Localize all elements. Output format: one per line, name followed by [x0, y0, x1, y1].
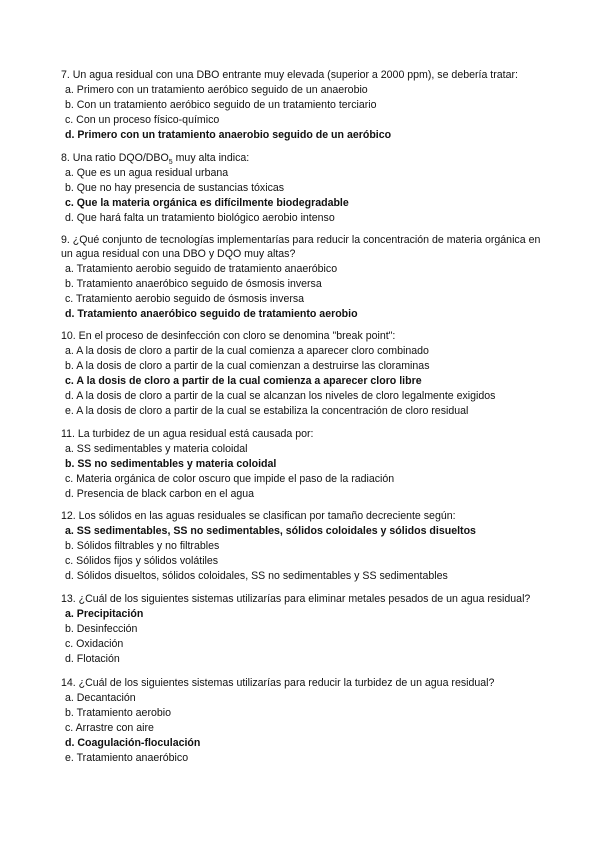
question-stem: 10. En el proceso de desinfección con cloro se denomina "break point":	[61, 330, 396, 342]
option-b-correct: b. SS no sedimentables y materia coloidal	[65, 458, 277, 470]
option-c: c. Sólidos fijos y sólidos volátiles	[65, 555, 219, 567]
question-stem: 9. ¿Qué conjunto de tecnologías implementarías para reducir la concentración de materia orgánica en un agua residual con una DBO y DQO muy altas?	[61, 234, 541, 260]
option-a: a. A la dosis de cloro a partir de la cual comienza a aparecer cloro combinado	[65, 345, 429, 357]
option-c-correct: c. Que la materia orgánica es difícilmente biodegradable	[65, 197, 349, 209]
option-b: b. Desinfección	[65, 623, 138, 635]
question-7	[61, 68, 541, 143]
option-d-correct: d. Primero con un tratamiento anaerobio seguido de un aeróbico	[65, 129, 392, 141]
option-b: b. Tratamiento anaeróbico seguido de ósmosis inversa	[65, 278, 322, 290]
option-e: e. Tratamiento anaeróbico	[65, 752, 189, 764]
option-c: c. Oxidación	[65, 638, 124, 650]
option-c: c. Materia orgánica de color oscuro que impide el paso de la radiación	[65, 473, 395, 485]
question-11	[61, 427, 541, 502]
option-a: a. Primero con un tratamiento aeróbico seguido de un anaerobio	[65, 84, 368, 96]
option-c: c. Tratamiento aerobio seguido de ósmosis inversa	[65, 293, 305, 305]
question-14	[61, 676, 541, 766]
question-stem: 11. La turbidez de un agua residual está causada por:	[61, 428, 314, 440]
question-stem: 7. Un agua residual con una DBO entrante muy elevada (superior a 2000 ppm), se debería tratar:	[61, 69, 518, 81]
option-b: b. Con un tratamiento aeróbico seguido de un tratamiento terciario	[65, 99, 377, 111]
option-c: c. Arrastre con aire	[65, 722, 154, 734]
option-d: d. Sólidos disueltos, sólidos coloidales, SS no sedimentables y SS sedimentables	[65, 570, 448, 582]
option-b: b. Tratamiento aerobio	[65, 707, 171, 719]
option-d-correct: d. Tratamiento anaeróbico seguido de tratamiento aerobio	[65, 308, 358, 320]
option-d-correct: d. Coagulación-floculación	[65, 737, 201, 749]
question-stem: 8. Una ratio DQO/$DBO_5$ muy alta indica:	[61, 152, 250, 167]
option-c: c. Con un proceso físico-químico	[65, 114, 220, 126]
option-a: a. Tratamiento aerobio seguido de tratamiento anaeróbico	[65, 263, 338, 275]
option-b: b. Sólidos filtrables y no filtrables	[65, 540, 220, 552]
question-12	[61, 509, 541, 584]
option-d: d. Flotación	[65, 653, 120, 665]
option-b: b. A la dosis de cloro a partir de la cual comienzan a destruirse las cloraminas	[65, 360, 430, 372]
option-a: a. Decantación	[65, 692, 136, 704]
option-e: e. A la dosis de cloro a partir de la cual se estabiliza la concentración de cloro residual	[65, 405, 469, 417]
option-d: d. Que hará falta un tratamiento biológico aerobio intenso	[65, 212, 335, 224]
option-d: d. A la dosis de cloro a partir de la cual se alcanzan los niveles de cloro legalmente exigidos	[65, 390, 496, 402]
option-a: a. SS sedimentables y materia coloidal	[65, 443, 248, 455]
question-stem: 12. Los sólidos en las aguas residuales se clasifican por tamaño decreciente según:	[61, 510, 456, 522]
option-b: b. Que no hay presencia de sustancias tóxicas	[65, 182, 285, 194]
option-a-correct: a. Precipitación	[65, 608, 144, 620]
question-8	[61, 151, 541, 226]
option-d: d. Presencia de black carbon en el agua	[65, 488, 255, 500]
option-c-correct: c. A la dosis de cloro a partir de la cual comienza a aparecer cloro libre	[65, 375, 422, 387]
question-9	[61, 233, 541, 322]
option-a-correct: a. SS sedimentables, SS no sedimentables, sólidos coloidales y sólidos disueltos	[65, 525, 476, 537]
option-a: a. Que es un agua residual urbana	[65, 167, 229, 179]
question-stem: 14. ¿Cuál de los siguientes sistemas utilizarías para reducir la turbidez de un agua residual?	[61, 677, 495, 689]
question-stem: 13. ¿Cuál de los siguientes sistemas utilizarías para eliminar metales pesados de un agua residual?	[61, 593, 531, 605]
question-10	[61, 329, 541, 419]
question-13	[61, 592, 541, 667]
